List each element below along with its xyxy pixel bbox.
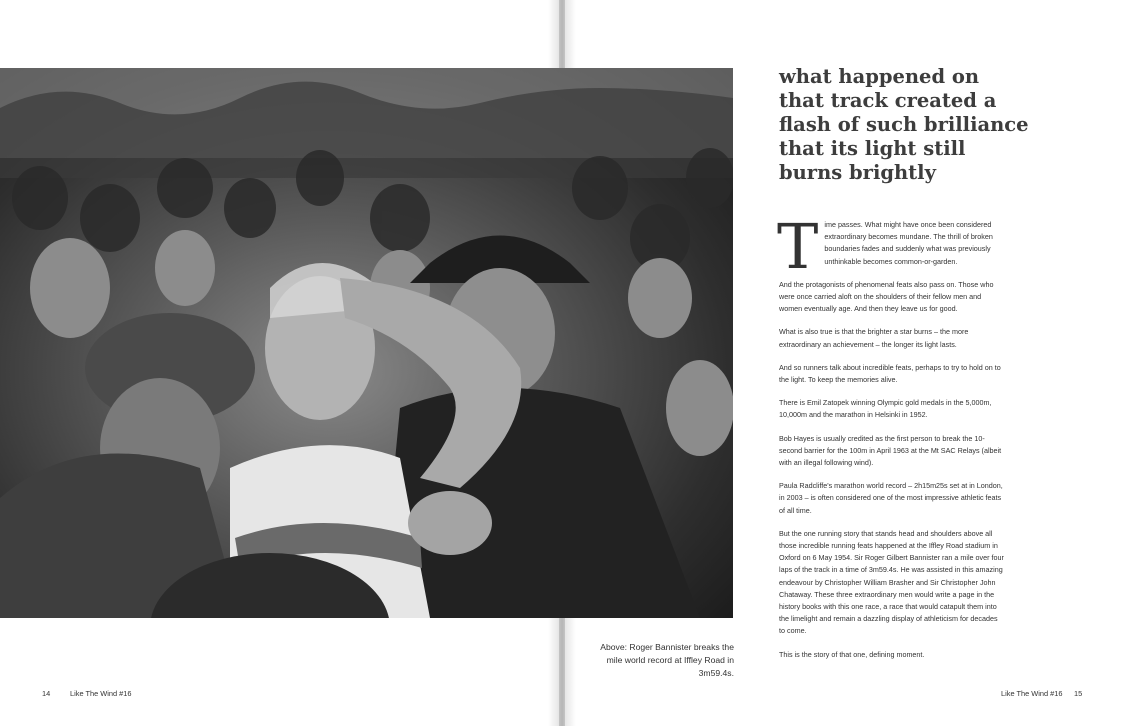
article-paragraph: And so runners talk about incredible feats, perhaps to try to hold on to the light. To keep the memories alive. [779, 362, 1001, 385]
pull-quote: what happened on that track created a flash of such brilliance that its light still burns brightly [779, 65, 1029, 184]
photo-illustration [0, 68, 733, 618]
article-paragraph-1 [777, 210, 1004, 283]
drop-cap: T [777, 210, 819, 283]
article-paragraph: Bob Hayes is usually credited as the first person to break the 10-second barrier for the 100m in April 1963 at the Mt SAC Relays (albeit with an illegal following wind). [779, 433, 1002, 468]
photo-roger-bannister [0, 68, 733, 618]
article-paragraph: This is the story of that one, defining moment. [779, 649, 925, 659]
article-paragraph: And the protagonists of phenomenal feats also pass on. Those who were once carried aloft on the shoulders of their fellow men and women eventually age. And then they leave us for good. [779, 279, 994, 314]
article-body [777, 210, 1004, 672]
folio-left-publication: Like The Wind #16 [70, 689, 132, 698]
folio-left-page-number: 14 [42, 689, 51, 698]
article-paragraph: What is also true is that the brighter a star burns – the more extraordinary an achievement – the longer its light lasts. [779, 327, 969, 349]
folio-right-publication: Like The Wind #16 [1001, 689, 1063, 698]
folio-right-page-number: 15 [1074, 689, 1083, 698]
article-paragraph: Paula Radcliffe's marathon world record – 2h15m25s set at in London, in 2003 – is often considered one of the most impressive athletic feats of all time. [779, 481, 1003, 515]
photo-caption: Above: Roger Bannister breaks the mile world record at Iffley Road in 3m59.4s. [600, 642, 734, 678]
article-paragraph: There is Emil Zatopek winning Olympic gold medals in the 5,000m, 10,000m and the marathon in Helsinki in 1952. [779, 398, 992, 420]
article-paragraph: But the one running story that stands head and shoulders above all those incredible running feats happened at the Iffley Road stadium in Oxford on 6 May 1954. Sir Roger Gilbert Bannister ran a mile over four laps of the track in a time of 3m59.4s. He was assisted in this amazing endeavour by Christopher William Brasher and Sir Christopher John Chataway. These three extraordinary men would write a page in the history books with this one race, a race that would catapult them into the limelight and remain a dazzling display of athleticism for decades to come. [779, 528, 1004, 636]
first-paragraph-text: ime passes. What might have once been considered extraordinary becomes mundane. The thrill of broken boundaries fades and suddenly what was previously unthinkable becomes common-or-garden. [824, 220, 993, 266]
